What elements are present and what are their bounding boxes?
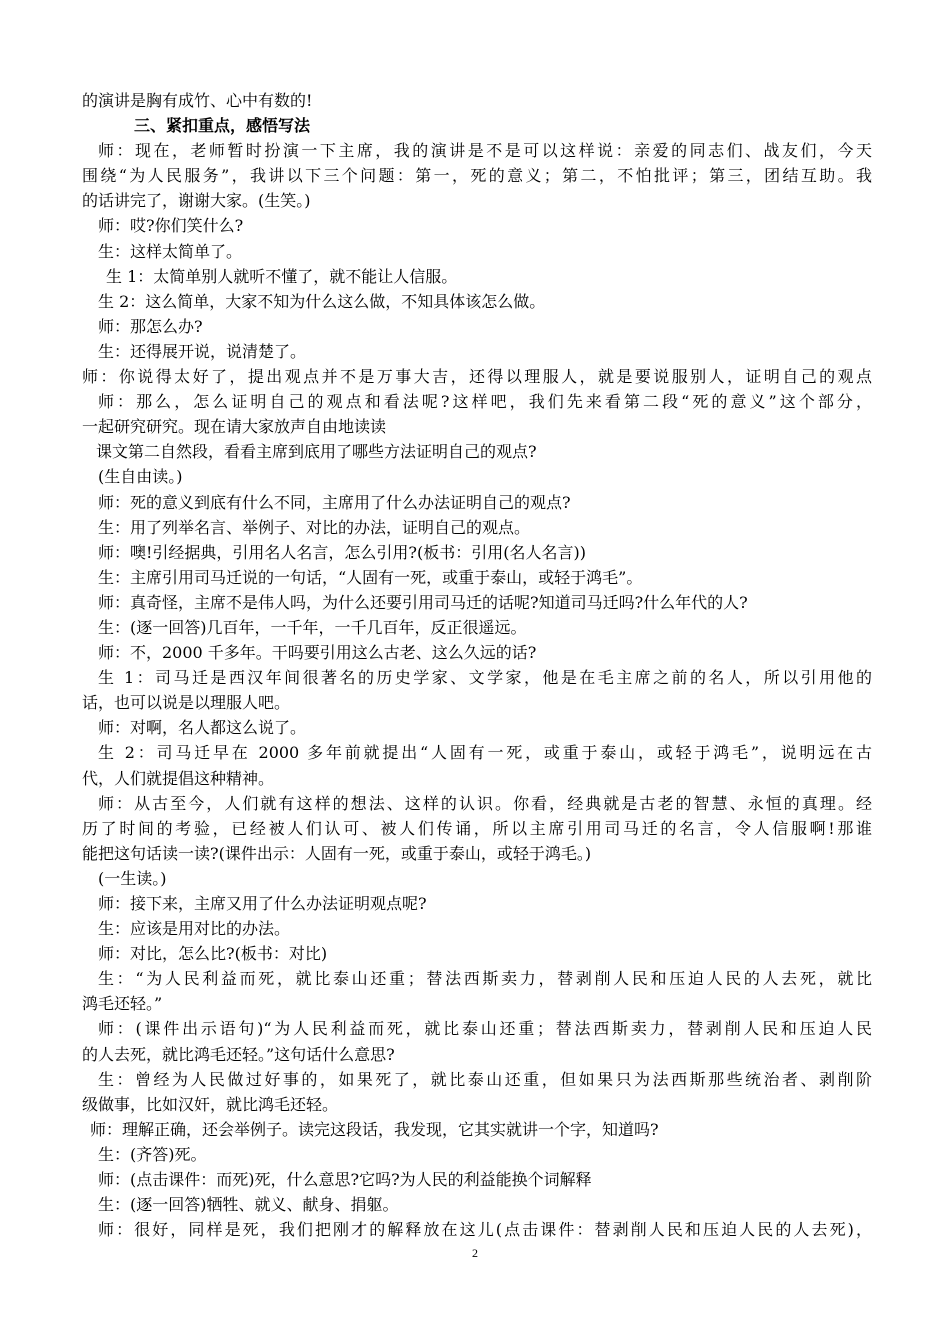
text-line: 师：(课件出示语句)“为人民利益而死，就比泰山还重；替法西斯卖力，替剥削人民和压迫人民 [98, 1019, 872, 1039]
text-line: 围绕“为人民服务”，我讲以下三个问题：第一，死的意义；第二，不怕批评；第三，团结互助。我 [82, 166, 872, 186]
text-line: 级做事，比如汉奸，就比鸿毛还轻。 [82, 1094, 339, 1114]
text-line: 师：哎?你们笑什么? [98, 216, 244, 236]
text-line: 师：不，2000 千多年。干吗要引用这么古老、这么久远的话? [98, 643, 537, 663]
text-line: 师：那么，怎么证明自己的观点和看法呢?这样吧，我们先来看第二段“死的意义”这个部分， [98, 392, 872, 412]
text-line: 师：现在，老师暂时扮演一下主席，我的演讲是不是可以这样说：亲爱的同志们、战友们，今天 [98, 141, 872, 161]
text-line: 的话讲完了，谢谢大家。(生笑。) [82, 191, 311, 211]
text-line: 师：噢!引经据典，引用名人名言，怎么引用?(板书：引用(名人名言)) [98, 542, 586, 562]
text-line: 生 1：司马迁是西汉年间很著名的历史学家、文学家，他是在毛主席之前的名人，所以引用他的 [98, 668, 872, 688]
text-line: 生：“为人民利益而死，就比泰山还重；替法西斯卖力，替剥削人民和压迫人民的人去死，就比 [98, 969, 872, 989]
text-line: 师：你说得太好了，提出观点并不是万事大吉，还得以理服人，就是要说服别人，证明自己的观点 [82, 367, 872, 387]
text-line: 师：那怎么办? [98, 316, 203, 336]
text-line: (一生读。) [98, 868, 167, 888]
section-heading: 三、紧扣重点，感悟写法 [134, 116, 311, 136]
text-line: 鸿毛还轻。” [82, 994, 163, 1014]
text-line: 师：很好，同样是死，我们把刚才的解释放在这儿(点击课件：替剥削人民和压迫人民的人去死)， [98, 1220, 872, 1240]
text-line: (生自由读。) [98, 467, 183, 487]
text-line: 师：理解正确，还会举例子。读完这段话，我发现，它其实就讲一个字，知道吗? [90, 1119, 659, 1139]
text-line: 生：曾经为人民做过好事的，如果死了，就比泰山还重，但如果只为法西斯那些统治者、剥削阶 [98, 1069, 872, 1089]
text-line: 师：对比，怎么比?(板书：对比) [98, 944, 328, 964]
text-line: 生：还得展开说，说清楚了。 [98, 341, 307, 361]
text-line: 生：(逐一回答)牺牲、就义、献身、捐躯。 [98, 1195, 399, 1215]
text-line: 师：从古至今，人们就有这样的想法、这样的认识。你看，经典就是古老的智慧、永恒的真理。经 [98, 793, 872, 813]
text-line: 生：这样太简单了。 [98, 241, 243, 261]
text-line: 生：主席引用司马迁说的一句话，“人固有一死，或重于泰山，或轻于鸿毛”。 [98, 567, 643, 587]
text-line: 生 1：太简单别人就听不懂了，就不能让人信服。 [106, 266, 458, 286]
text-line: 生：应该是用对比的办法。 [98, 919, 291, 939]
text-line: 生：(逐一回答)几百年，一千年，一千几百年，反正很遥远。 [98, 617, 527, 637]
text-line: 师：(点击课件：而死)死，什么意思?它吗?为人民的利益能换个词解释 [98, 1170, 592, 1190]
text-line: 生：用了列举名言、举例子、对比的办法，证明自己的观点。 [98, 517, 531, 537]
text-line: 话，也可以说是以理服人吧。 [82, 693, 291, 713]
text-line: 的人去死，就比鸿毛还轻。”这句话什么意思? [82, 1044, 395, 1064]
text-line: 的演讲是胸有成竹、心中有数的! [82, 91, 313, 110]
text-line: 生 2：这么简单，大家不知为什么这么做，不知具体该怎么做。 [98, 291, 546, 311]
text-line: 代，人们就提倡这种精神。 [82, 768, 275, 788]
text-line: 历了时间的考验，已经被人们认可、被人们传诵，所以主席引用司马迁的名言，令人信服啊!那谁 [82, 818, 872, 838]
text-line: 师：接下来，主席又用了什么办法证明观点呢? [98, 894, 427, 913]
text-line: 能把这句话读一读?(课件出示：人固有一死，或重于泰山，或轻于鸿毛。) [82, 843, 592, 863]
text-line: 课文第二自然段，看看主席到底用了哪些方法证明自己的观点? [96, 442, 537, 462]
text-line: 师：死的意义到底有什么不同，主席用了什么办法证明自己的观点? [98, 492, 571, 512]
text-line: 一起研究研究。现在请大家放声自由地读读 [82, 417, 387, 437]
text-line: 生 2：司马迁早在 2000 多年前就提出“人固有一死，或重于泰山，或轻于鸿毛”，说明远在古 [98, 743, 872, 763]
page-number: 2 [472, 1246, 478, 1260]
text-line: 师：真奇怪，主席不是伟人吗，为什么还要引用司马迁的话呢?知道司马迁吗?什么年代的人? [98, 592, 748, 612]
document-body [82, 88, 872, 1242]
text-line: 生：(齐答)死。 [98, 1144, 207, 1164]
text-line: 师：对啊，名人都这么说了。 [98, 718, 307, 738]
